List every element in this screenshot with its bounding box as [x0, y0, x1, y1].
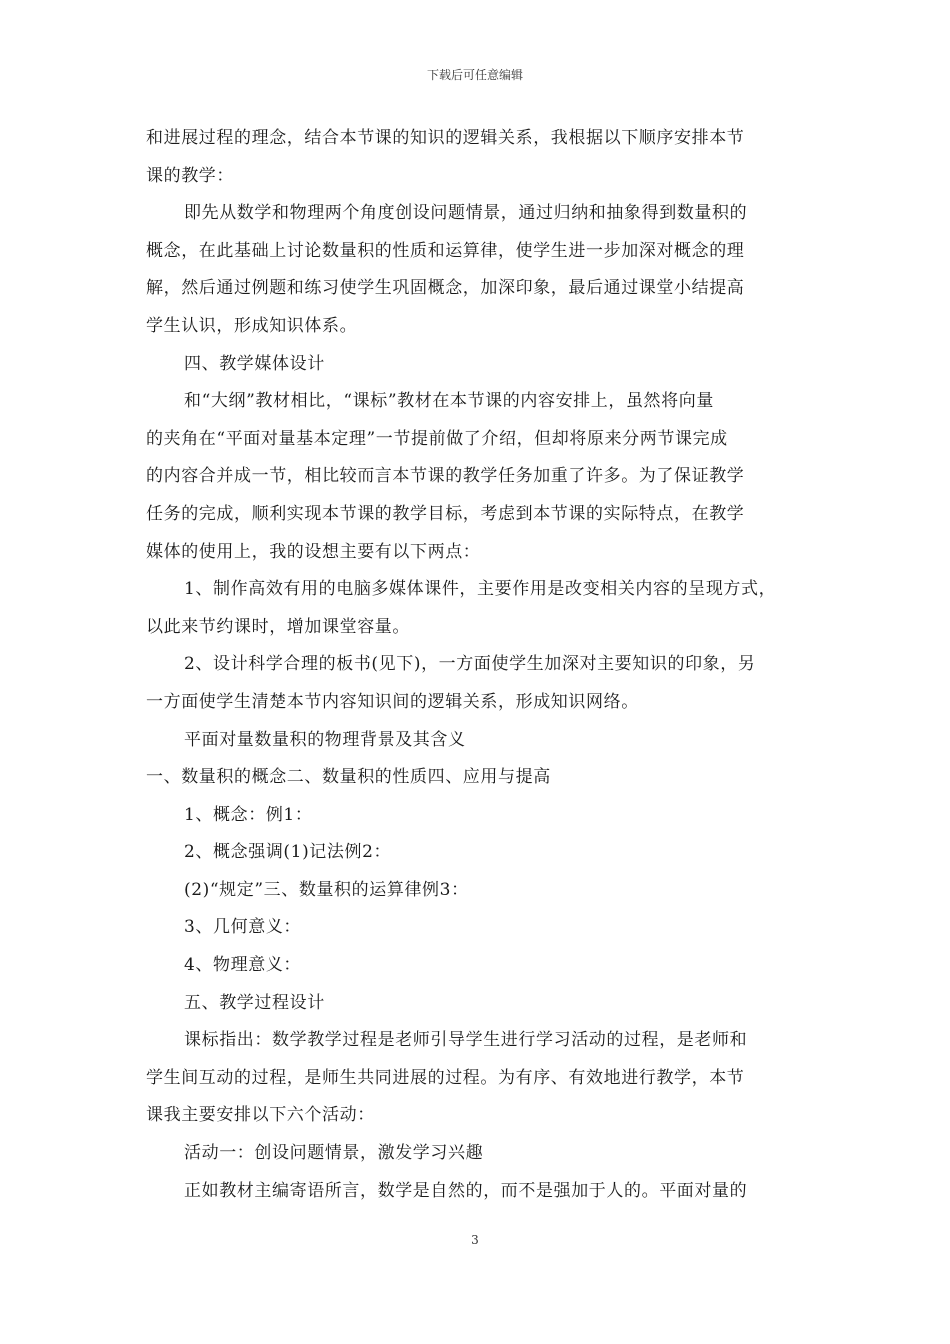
text-line: 1、概念：例1：	[184, 804, 313, 825]
text-line: 活动一：创设问题情景，激发学习兴趣	[184, 1143, 484, 1164]
text-line: 课标指出：数学教学过程是老师引导学生进行学习活动的过程，是老师和	[184, 1030, 748, 1051]
document-body	[146, 120, 826, 1210]
text-line: 一、数量积的概念二、数量积的性质四、应用与提高	[146, 767, 551, 788]
section-heading: 五、教学过程设计	[184, 992, 325, 1013]
text-line: 和进展过程的理念，结合本节课的知识的逻辑关系，我根据以下顺序安排本节	[146, 128, 745, 148]
text-line: 4、物理意义：	[184, 955, 302, 976]
text-line: 正如教材主编寄语所言，数学是自然的，而不是强加于人的。平面对量的	[184, 1180, 748, 1201]
text-line: 的内容合并成一节，相比较而言本节课的教学任务加重了许多。为了保证教学	[146, 466, 745, 487]
text-line: 以此来节约课时，增加课堂容量。	[146, 616, 410, 637]
text-line: 学生认识，形成知识体系。	[146, 315, 358, 336]
text-line: 学生间互动的过程，是师生共同进展的过程。为有序、有效地进行教学，本节	[146, 1067, 745, 1088]
text-line: 平面对量数量积的物理背景及其含义	[184, 729, 466, 750]
text-line: 任务的完成，顺利实现本节课的教学目标，考虑到本节课的实际特点，在教学	[146, 503, 745, 524]
text-line: 媒体的使用上，我的设想主要有以下两点：	[146, 541, 481, 562]
text-line: 一方面使学生清楚本节内容知识间的逻辑关系，形成知识网络。	[146, 691, 639, 712]
text-line: 的夹角在“平面对量基本定理”一节提前做了介绍，但却将原来分两节课完成	[146, 428, 728, 449]
page-number: 3	[471, 1233, 479, 1247]
text-line: 即先从数学和物理两个角度创设问题情景，通过归纳和抽象得到数量积的	[184, 203, 748, 224]
text-line: 课的教学：	[146, 165, 234, 186]
text-line: 3、几何意义：	[184, 917, 302, 938]
text-line: 和“大纲”教材相比，“课标”教材在本节课的内容安排上，虽然将向量	[184, 391, 714, 412]
text-line: 概念，在此基础上讨论数量积的性质和运算律，使学生进一步加深对概念的理	[146, 240, 745, 261]
text-line: (2)“规定”三、数量积的运算律例3：	[184, 879, 469, 900]
text-line: 1、制作高效有用的电脑多媒体课件，主要作用是改变相关内容的呈现方式，	[184, 579, 777, 600]
section-heading: 四、教学媒体设计	[184, 353, 325, 374]
text-line: 课我主要安排以下六个活动：	[146, 1105, 375, 1126]
text-line: 2、设计科学合理的板书(见下)，一方面使学生加深对主要知识的印象，另	[184, 654, 756, 675]
page-header: 下载后可任意编辑	[426, 68, 523, 82]
text-line: 解，然后通过例题和练习使学生巩固概念，加深印象，最后通过课堂小结提高	[146, 278, 745, 299]
text-line: 2、概念强调(1)记法例2：	[184, 842, 392, 863]
